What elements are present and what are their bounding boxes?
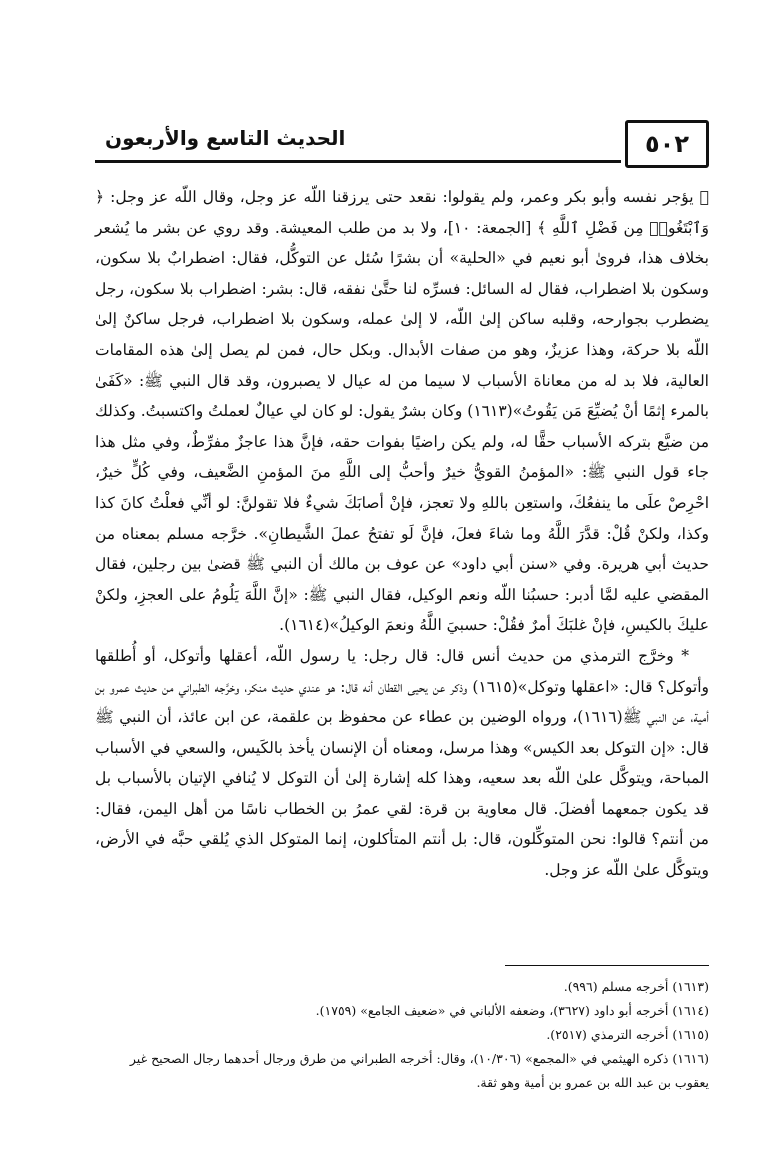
header-rule <box>95 160 621 163</box>
page-number: ٥٠٢ <box>625 120 709 168</box>
footnote: (١٦١٤) أخرجه أبو داود (٣٦٢٧)، وضعفه الألباني في «ضعيف الجامع» (١٧٥٩). <box>315 1003 709 1018</box>
footnote: (١٦١٥) أخرجه الترمذي (٢٥١٧). <box>546 1027 709 1042</box>
footnote-separator <box>505 965 709 966</box>
footnote: (١٦١٦) ذكره الهيثمي في «المجمع» (١٠/٣٠٦)، وقال: أخرجه الطبراني من طرق ورجال أحدهما رجال الصحيح غير يعقوب بن عبد الله بن عمرو بن أمية وهو ثقة. <box>129 1051 709 1090</box>
running-title: الحديث التاسع والأربعون <box>105 126 346 150</box>
footnotes <box>95 975 709 1095</box>
paragraph: ﷺ يؤجر نفسه وأبو بكر وعمر، ولم يقولوا: نقعد حتى يرزقنا اللّه عز وجل، وقال اللّه عز وجل: ﴿ وَٱبْتَغُوا۟ مِن فَضْلِ ٱللَّهِ ﴾ [الجمعة: ١٠]، ولا بد من طلب المعيشة. وقد روي عن بشر ما يُشعر بخلاف هذا، فروىٰ أبو نعيم في «الحلية» أن بشرًا سُئل عن التوكُّل، فقال: اضطرابٌ بلا سكون، وسكون بلا اضطراب، فقال له السائل: فسرِّه لنا حتَّىٰ نفقه، قال: بشر: اضطراب بلا سكون، رجل يضطرب بجوارحه، وقلبه ساكن إلىٰ اللّه، لا إلىٰ عمله، وسكون بلا اضطراب، فرجل ساكنٌ إلىٰ اللّه بلا حركة، وهذا عزيزٌ، وهو من صفات الأبدال. وبكل حال، فمن لم يصل إلىٰ هذه المقامات العالية، فلا بد له من معاناة الأسباب لا سيما من له عيال لا يصبرون، وقد قال النبي ﷺ: «كَفَىٰ بالمرء إثمًا أنْ يُضيِّعَ مَن يَقُوتُ»(١٦١٣) وكان بشرٌ يقول: لو كان لي عيالٌ لعملتُ واكتسبتُ. وكذلك من ضيَّع بتركه الأسباب حقًّا له، ولم يكن راضيًا بفوات حقه، فإنَّ هذا عاجزٌ مفرِّطٌ، وفي مثل هذا جاء قول النبي ﷺ: «المؤمنُ القويُّ خيرٌ وأحبُّ إلى اللَّهِ منَ المؤمنِ الضَّعيف، وفي كُلٍّ خيرٌ، احْرِصْ علَى ما ينفعُكَ، واستعِن باللهِ ولا تعجز، فإنْ أصابَكَ شيءٌ فلا تقولنَّ: لو أنِّي فعلْتُ كانَ كذا وكذا، ولكنْ قُلْ: قدَّرَ اللَّهُ وما شاءَ فعلَ، فإنَّ لَو تفتحُ عملَ الشَّيطانِ». خرَّجه مسلم بمعناه من حديث أبي هريرة. وفي «سنن أبي داود» عن عوف بن مالك أن النبي ﷺ قضىٰ بين رجلين، فقال المقضي عليه لمَّا أدبر: حسبُنا اللّه ونعم الوكيل، فقال النبي ﷺ: «إنَّ اللَّهَ يَلُومُ على العجزِ، ولكنْ عليكَ بالكيسِ، فإنْ غلبَكَ أمرٌ فقُلْ: حسبيَ اللَّهُ ونعمَ الوكيلُ»(١٦١٤). <box>95 188 710 635</box>
footnote: (١٦١٣) أخرجه مسلم (٩٩٦). <box>563 979 709 994</box>
page-header <box>95 112 709 172</box>
main-text <box>95 182 709 886</box>
paragraph: * وخرَّج الترمذي من حديث أنس قال: قال رجل: يا رسول اللّه، أعقلها وأتوكل، أو أُطلقها وأتوكل؟ قال: «اعقلها وتوكل»(١٦١٥) وذكر عن يحيى القطان أنه قال: هو عندي حديث منكر، وخرَّجه الطبراني من حديث عمرو بن أمية، عن النبي ﷺ(١٦١٦)، ورواه الوضين بن عطاء عن محفوظ بن علقمة، عن ابن عائذ، أن النبي ﷺ قال: «إن التوكل بعد الكيس» وهذا مرسل، ومعناه أن الإنسان يأخذ بالكَيس، والسعي في الأسباب المباحة، ويتوكَّل علىٰ اللّه بعد سعيه، وهذا كله إشارة إلىٰ أن التوكل لا يُنافي الإتيان بالأسباب بل قد يكون جمعهما أفضلَ. قال معاوية بن قرة: لقي عمرُ بن الخطاب ناسًا من أهل اليمن، فقال: من أنتم؟ قالوا: نحن المتوكِّلون، قال: بل أنتم المتأكلون، إنما المتوكل الذي يُلقي حبَّه في الأرض، ويتوكَّل علىٰ اللّه عز وجل. <box>95 646 709 880</box>
